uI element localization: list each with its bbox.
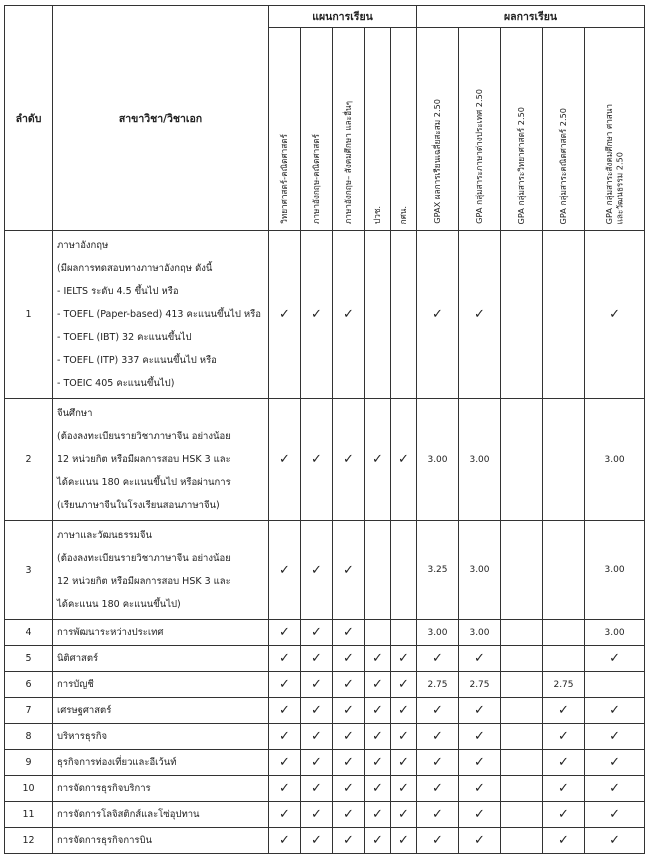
- check-mark-icon: ✓: [391, 776, 417, 802]
- check-mark-icon: ✓: [269, 698, 301, 724]
- requirement-value: 3.00: [585, 521, 645, 620]
- major-name-line: (ต้องลงทะเบียนรายวิชาภาษาจีน อย่างน้อย: [57, 431, 231, 442]
- table-row: [5, 802, 645, 828]
- empty-cell: [501, 672, 543, 698]
- row-number: 7: [5, 698, 53, 724]
- check-mark-icon: ✓: [585, 724, 645, 750]
- check-mark-icon: ✓: [459, 231, 501, 399]
- empty-cell: [543, 646, 585, 672]
- row-number: 12: [5, 828, 53, 854]
- requirement-value: 3.00: [459, 399, 501, 521]
- check-mark-icon: ✓: [301, 646, 333, 672]
- empty-cell: [543, 231, 585, 399]
- check-mark-icon: ✓: [459, 828, 501, 854]
- check-mark-icon: ✓: [543, 750, 585, 776]
- result-header-gpax: [417, 28, 459, 231]
- empty-cell: [365, 620, 391, 646]
- check-mark-icon: ✓: [301, 750, 333, 776]
- major-name: [53, 828, 269, 854]
- major-name-line: - TOEIC 405 คะแนนขึ้นไป): [57, 378, 175, 389]
- table-row: [5, 776, 645, 802]
- major-name-line: จีนศึกษา: [57, 408, 93, 419]
- major-name-line: ธุรกิจการท่องเที่ยวและอีเว้นท์: [57, 757, 177, 768]
- requirement-value: 3.00: [459, 620, 501, 646]
- check-mark-icon: ✓: [391, 802, 417, 828]
- check-mark-icon: ✓: [333, 231, 365, 399]
- check-mark-icon: ✓: [459, 802, 501, 828]
- check-mark-icon: ✓: [269, 620, 301, 646]
- major-name: [53, 776, 269, 802]
- check-mark-icon: ✓: [301, 521, 333, 620]
- check-mark-icon: ✓: [333, 828, 365, 854]
- check-mark-icon: ✓: [417, 776, 459, 802]
- check-mark-icon: ✓: [301, 231, 333, 399]
- check-mark-icon: ✓: [333, 521, 365, 620]
- major-name-line: (ต้องลงทะเบียนรายวิชาภาษาจีน อย่างน้อย: [57, 553, 231, 564]
- check-mark-icon: ✓: [301, 776, 333, 802]
- check-mark-icon: ✓: [333, 776, 365, 802]
- major-name: [53, 620, 269, 646]
- plan-header-label: ปวช.: [372, 206, 383, 224]
- check-mark-icon: ✓: [301, 399, 333, 521]
- major-name-line: (มีผลการทดสอบทางภาษาอังกฤษ ดังนี้: [57, 263, 213, 274]
- check-mark-icon: ✓: [543, 724, 585, 750]
- requirement-value: 2.75: [417, 672, 459, 698]
- empty-cell: [501, 802, 543, 828]
- empty-cell: [543, 399, 585, 521]
- check-mark-icon: ✓: [365, 724, 391, 750]
- check-mark-icon: ✓: [459, 776, 501, 802]
- result-header-label: GPA กลุ่มสาระคณิตศาสตร์ 2.50: [558, 107, 569, 224]
- check-mark-icon: ✓: [365, 750, 391, 776]
- table-row: [5, 698, 645, 724]
- check-mark-icon: ✓: [391, 399, 417, 521]
- empty-cell: [391, 521, 417, 620]
- requirement-value: 3.25: [417, 521, 459, 620]
- plan-header-non-formal: [391, 28, 417, 231]
- check-mark-icon: ✓: [585, 231, 645, 399]
- empty-cell: [501, 399, 543, 521]
- requirement-value: 3.00: [417, 399, 459, 521]
- table-row: [5, 399, 645, 521]
- check-mark-icon: ✓: [417, 802, 459, 828]
- requirement-value: 3.00: [585, 620, 645, 646]
- major-name: [53, 672, 269, 698]
- major-name-line: - IELTS ระดับ 4.5 ขึ้นไป หรือ: [57, 286, 179, 297]
- plan-header-label: กศน.: [398, 205, 409, 224]
- check-mark-icon: ✓: [333, 750, 365, 776]
- check-mark-icon: ✓: [459, 750, 501, 776]
- empty-cell: [501, 231, 543, 399]
- major-name-line: การจัดการโลจิสติกส์และโซ่อุปทาน: [57, 809, 200, 820]
- table-row: [5, 672, 645, 698]
- check-mark-icon: ✓: [301, 620, 333, 646]
- empty-cell: [585, 672, 645, 698]
- major-name-line: นิติศาสตร์: [57, 653, 99, 664]
- check-mark-icon: ✓: [269, 521, 301, 620]
- row-number: 4: [5, 620, 53, 646]
- major-name-line: การพัฒนาระหว่างประเทศ: [57, 627, 164, 638]
- check-mark-icon: ✓: [543, 828, 585, 854]
- major-name-line: การจัดการธุรกิจการบิน: [57, 835, 153, 846]
- check-mark-icon: ✓: [365, 828, 391, 854]
- empty-cell: [501, 828, 543, 854]
- empty-cell: [391, 620, 417, 646]
- major-name-line: ได้คะแนน 180 คะแนนขึ้นไป): [57, 599, 181, 610]
- empty-cell: [501, 776, 543, 802]
- result-header-gpa-science: [501, 28, 543, 231]
- table-row: [5, 521, 645, 620]
- check-mark-icon: ✓: [269, 399, 301, 521]
- row-number: 1: [5, 231, 53, 399]
- check-mark-icon: ✓: [301, 802, 333, 828]
- check-mark-icon: ✓: [417, 646, 459, 672]
- check-mark-icon: ✓: [301, 828, 333, 854]
- plan-header-vocational: [365, 28, 391, 231]
- table-row: [5, 620, 645, 646]
- major-name: [53, 231, 269, 399]
- major-name-line: ภาษาและวัฒนธรรมจีน: [57, 530, 152, 541]
- check-mark-icon: ✓: [365, 802, 391, 828]
- plan-header-label: ภาษาอังกฤษ-คณิตศาสตร์: [311, 133, 322, 224]
- major-name: [53, 521, 269, 620]
- result-header-label: GPA กลุ่มสาระวิทยาศาสตร์ 2.50: [516, 106, 527, 224]
- check-mark-icon: ✓: [459, 724, 501, 750]
- empty-cell: [365, 231, 391, 399]
- major-header: สาขาวิชา/วิชาเอก: [53, 6, 269, 231]
- requirement-value: 3.00: [417, 620, 459, 646]
- check-mark-icon: ✓: [585, 828, 645, 854]
- check-mark-icon: ✓: [333, 646, 365, 672]
- check-mark-icon: ✓: [269, 828, 301, 854]
- check-mark-icon: ✓: [333, 399, 365, 521]
- check-mark-icon: ✓: [269, 776, 301, 802]
- result-header-gpa-foreign-lang: [459, 28, 501, 231]
- check-mark-icon: ✓: [333, 620, 365, 646]
- check-mark-icon: ✓: [365, 399, 391, 521]
- empty-cell: [501, 698, 543, 724]
- row-number: 8: [5, 724, 53, 750]
- result-header-gpa-math: [543, 28, 585, 231]
- check-mark-icon: ✓: [301, 698, 333, 724]
- empty-cell: [501, 620, 543, 646]
- study-result-header: ผลการเรียน: [417, 6, 645, 28]
- check-mark-icon: ✓: [543, 802, 585, 828]
- major-name: [53, 646, 269, 672]
- check-mark-icon: ✓: [365, 698, 391, 724]
- check-mark-icon: ✓: [391, 828, 417, 854]
- check-mark-icon: ✓: [585, 750, 645, 776]
- requirement-value: 2.75: [459, 672, 501, 698]
- check-mark-icon: ✓: [365, 646, 391, 672]
- major-name-line: ภาษาอังกฤษ: [57, 240, 109, 251]
- check-mark-icon: ✓: [269, 672, 301, 698]
- check-mark-icon: ✓: [585, 646, 645, 672]
- check-mark-icon: ✓: [269, 646, 301, 672]
- check-mark-icon: ✓: [391, 724, 417, 750]
- empty-cell: [365, 521, 391, 620]
- plan-header-sci-math: [269, 28, 301, 231]
- major-name-line: 12 หน่วยกิต หรือมีผลการสอบ HSK 3 และ: [57, 576, 231, 587]
- check-mark-icon: ✓: [269, 802, 301, 828]
- row-number: 9: [5, 750, 53, 776]
- row-number: 2: [5, 399, 53, 521]
- major-name: [53, 698, 269, 724]
- empty-cell: [501, 646, 543, 672]
- check-mark-icon: ✓: [301, 724, 333, 750]
- major-name-line: การบัญชี: [57, 679, 94, 690]
- result-header-gpa-social: [585, 28, 645, 231]
- check-mark-icon: ✓: [391, 698, 417, 724]
- requirement-value: 2.75: [543, 672, 585, 698]
- admission-requirements-table: [4, 5, 645, 854]
- table-header: [5, 6, 645, 231]
- check-mark-icon: ✓: [333, 724, 365, 750]
- empty-cell: [391, 231, 417, 399]
- major-name-line: - TOEFL (IBT) 32 คะแนนขึ้นไป: [57, 332, 192, 343]
- major-name: [53, 399, 269, 521]
- major-name-line: - TOEFL (ITP) 337 คะแนนขึ้นไป หรือ: [57, 355, 217, 366]
- major-name-line: (เรียนภาษาจีนในโรงเรียนสอนภาษาจีน): [57, 500, 220, 511]
- table-row: [5, 724, 645, 750]
- table-row: [5, 231, 645, 399]
- check-mark-icon: ✓: [269, 724, 301, 750]
- check-mark-icon: ✓: [417, 698, 459, 724]
- check-mark-icon: ✓: [417, 231, 459, 399]
- major-name: [53, 724, 269, 750]
- check-mark-icon: ✓: [459, 646, 501, 672]
- check-mark-icon: ✓: [585, 802, 645, 828]
- check-mark-icon: ✓: [365, 672, 391, 698]
- plan-header-label: วิทยาศาสตร์-คณิตศาสตร์: [279, 134, 290, 224]
- row-number: 5: [5, 646, 53, 672]
- row-number: 11: [5, 802, 53, 828]
- major-name-line: การจัดการธุรกิจบริการ: [57, 783, 151, 794]
- result-header-label: GPA กลุ่มสาระสังคมศึกษา ศาสนา และวัฒนธรรม 2.50: [604, 103, 625, 224]
- empty-cell: [501, 521, 543, 620]
- major-name-line: บริหารธุรกิจ: [57, 731, 108, 742]
- plan-header-eng-social: [333, 28, 365, 231]
- check-mark-icon: ✓: [333, 698, 365, 724]
- check-mark-icon: ✓: [333, 672, 365, 698]
- major-name-line: - TOEFL (Paper-based) 413 คะแนนขึ้นไป หรือ: [57, 309, 261, 320]
- empty-cell: [543, 521, 585, 620]
- row-number: 6: [5, 672, 53, 698]
- check-mark-icon: ✓: [333, 802, 365, 828]
- table-row: [5, 828, 645, 854]
- result-header-label: GPA กลุ่มสาระภาษาต่างประเทศ 2.50: [474, 89, 485, 224]
- check-mark-icon: ✓: [417, 724, 459, 750]
- check-mark-icon: ✓: [269, 231, 301, 399]
- check-mark-icon: ✓: [459, 698, 501, 724]
- major-name-line: 12 หน่วยกิต หรือมีผลการสอบ HSK 3 และ: [57, 454, 231, 465]
- check-mark-icon: ✓: [391, 646, 417, 672]
- study-plan-header: แผนการเรียน: [269, 6, 417, 28]
- check-mark-icon: ✓: [301, 672, 333, 698]
- table-row: [5, 646, 645, 672]
- check-mark-icon: ✓: [585, 776, 645, 802]
- table-body: [5, 231, 645, 854]
- check-mark-icon: ✓: [391, 750, 417, 776]
- check-mark-icon: ✓: [391, 672, 417, 698]
- requirement-value: 3.00: [459, 521, 501, 620]
- major-name-line: เศรษฐศาสตร์: [57, 705, 112, 716]
- plan-header-label: ภาษาอังกฤษ– สังคมศึกษา และอื่นๆ: [343, 100, 354, 224]
- empty-cell: [501, 724, 543, 750]
- row-number: 10: [5, 776, 53, 802]
- check-mark-icon: ✓: [585, 698, 645, 724]
- requirement-value: 3.00: [585, 399, 645, 521]
- check-mark-icon: ✓: [417, 828, 459, 854]
- check-mark-icon: ✓: [417, 750, 459, 776]
- result-header-label: GPAX ผลการเรียนเฉลี่ยสะสม 2.50: [432, 99, 443, 224]
- check-mark-icon: ✓: [365, 776, 391, 802]
- check-mark-icon: ✓: [543, 776, 585, 802]
- check-mark-icon: ✓: [269, 750, 301, 776]
- row-number: 3: [5, 521, 53, 620]
- empty-cell: [501, 750, 543, 776]
- plan-header-eng-math: [301, 28, 333, 231]
- major-name-line: ได้คะแนน 180 คะแนนขึ้นไป หรือผ่านการ: [57, 477, 231, 488]
- no-header: ลำดับ: [5, 6, 53, 231]
- table-row: [5, 750, 645, 776]
- check-mark-icon: ✓: [543, 698, 585, 724]
- empty-cell: [543, 620, 585, 646]
- major-name: [53, 750, 269, 776]
- major-name: [53, 802, 269, 828]
